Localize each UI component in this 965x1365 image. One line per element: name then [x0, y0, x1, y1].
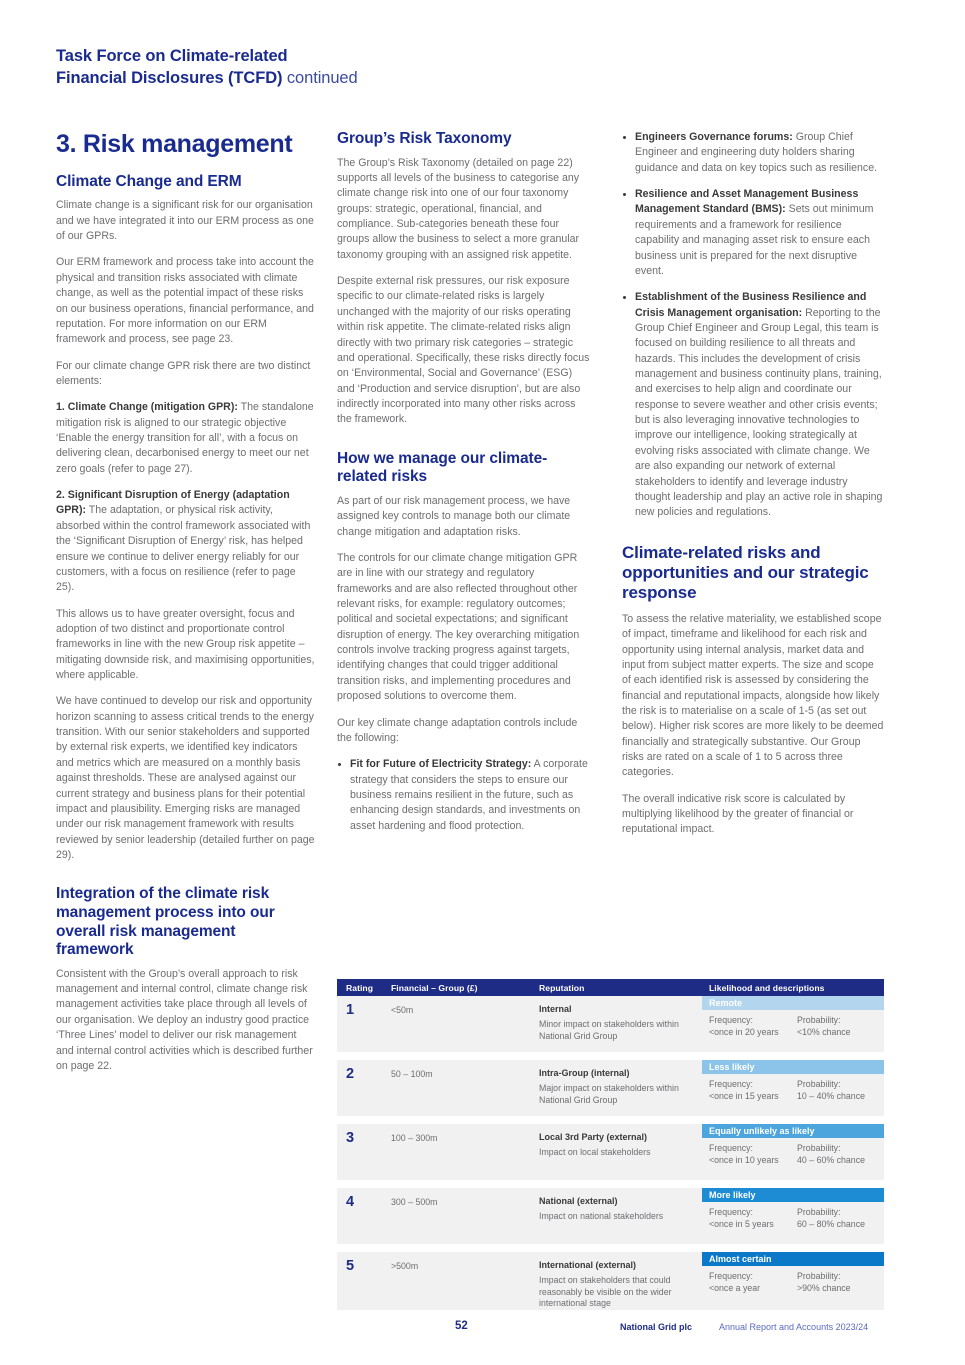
column-three	[622, 130, 884, 849]
likelihood-badge: Remote	[702, 996, 884, 1010]
adaptation-controls-list	[337, 757, 591, 834]
cell-rating: 5	[346, 1258, 355, 1274]
bullet-dot-icon	[623, 193, 626, 196]
column-one	[56, 130, 315, 1085]
paragraph-c2-5: Our key climate change adaptation controls include the following:	[337, 716, 578, 744]
list-item-text: Sets out minimum requirements and a framework for resilience capability and managing asset risk to ensure each business unit is prepared for the next disruptive event.	[635, 203, 874, 277]
probability-value: 10 – 40% chance	[797, 1090, 865, 1101]
probability-block	[797, 1015, 851, 1038]
frequency-value: <once a year	[709, 1282, 761, 1293]
text-adaptation-gpr: The adaptation, or physical risk activity, absorbed within the control framework associated with the ‘Significant Disruption of Energy’ risk, has helped ensure we continue to deliver energy reliably for our customers, with a focus on resilience (refer to page 25).	[56, 504, 311, 594]
list-item	[337, 757, 591, 834]
reputation-title: Internal	[539, 1004, 572, 1014]
cell-likelihood	[702, 1124, 884, 1180]
frequency-block	[709, 1207, 797, 1230]
likelihood-details	[702, 1010, 884, 1038]
column-header-reputation: Reputation	[539, 982, 585, 993]
frequency-label: Frequency:	[709, 1079, 754, 1089]
frequency-block	[709, 1015, 797, 1038]
frequency-label: Frequency:	[709, 1015, 754, 1025]
probability-label: Probability:	[797, 1015, 841, 1025]
frequency-label: Frequency:	[709, 1143, 754, 1153]
table-row	[337, 1188, 884, 1244]
footer-report-name: Annual Report and Accounts 2023/24	[719, 1322, 869, 1332]
reputation-description: Major impact on stakeholders within National Grid Group	[539, 1083, 679, 1105]
frequency-label: Frequency:	[709, 1271, 754, 1281]
paragraph-c1-7: We have continued to develop our risk and opportunity horizon scanning to assess critical trends to the energy transition. With our senior stakeholders and supported by external risk experts, we identified key indicators and metrics which are measured on a monthly basis against thresholds. These are analysed against our current strategy and business plans for their potential impact and plausibility. Emerging risks are managed under our risk management framework with results reviewed by senior leadership (detailed further on page 29).	[56, 695, 315, 861]
bullet-dot-icon	[623, 296, 626, 299]
list-item-title: Resilience and Asset Management Business Management Standard (BMS):	[635, 188, 859, 216]
cell-reputation	[539, 1252, 702, 1310]
heading-climate-change-and-erm: Climate Change and ERM	[56, 172, 242, 190]
likelihood-details	[702, 1074, 884, 1102]
column-header-rating: Rating	[346, 982, 374, 993]
heading-how-we-manage-climate-risks: How we manage our climate-related risks	[337, 449, 548, 486]
frequency-value: <once in 10 years	[709, 1154, 779, 1165]
likelihood-badge: Equally unlikely as likely	[702, 1124, 884, 1138]
list-item	[622, 130, 884, 176]
cell-reputation	[539, 1188, 702, 1244]
likelihood-badge: More likely	[702, 1188, 884, 1202]
paragraph-c1-6: This allows us to have greater oversight, focus and adoption of two distinct and proportionate control frameworks in line with the new Group risk appetite – mitigating downside risk, and maximising opportunities, where applicable.	[56, 607, 315, 682]
list-item-title: Engineers Governance forums:	[635, 131, 793, 143]
reputation-description: Impact on local stakeholders	[539, 1147, 651, 1157]
probability-block	[797, 1079, 865, 1102]
paragraph-c1-5	[56, 488, 315, 596]
bullet-dot-icon	[338, 763, 341, 766]
list-item	[622, 187, 884, 279]
probability-label: Probability:	[797, 1271, 841, 1281]
bullet-dot-icon	[623, 136, 626, 139]
table-row	[337, 1060, 884, 1116]
probability-value: 40 – 60% chance	[797, 1154, 865, 1165]
paragraph-c1-4	[56, 400, 315, 477]
cell-likelihood	[702, 1188, 884, 1244]
paragraph-c1-2: Our ERM framework and process take into account the physical and transition risks associated with climate change, as well as the potential impact of these risks on our business operations, financial performance, and reputation. For more information on our ERM framework and process, see page 23.	[56, 256, 314, 346]
cell-reputation	[539, 996, 702, 1052]
column-two	[337, 130, 591, 845]
probability-label: Probability:	[797, 1207, 841, 1217]
probability-block	[797, 1271, 851, 1294]
cell-reputation	[539, 1060, 702, 1116]
likelihood-details	[702, 1266, 884, 1294]
cell-financial: <50m	[391, 1005, 414, 1015]
list-item-text: Reporting to the Group Chief Engineer and Group Legal, this team is focused on building resilience to all threats and hazards. This includes the development of crisis management and business continuity plans, training, and exercises to help align and coordinate our response to severe weather and other crisis events; but is also leveraging innovative technologies to improve our intelligence, looking strategically at evolving risks associated with climate change. We are also expanding our network of external stakeholders to identify and leverage industry thought leadership and play an active role in shaping new policies and regulations.	[635, 306, 883, 519]
probability-value: 60 – 80% chance	[797, 1218, 865, 1229]
probability-block	[797, 1207, 865, 1230]
cell-likelihood	[702, 1060, 884, 1116]
cell-rating: 2	[346, 1066, 355, 1082]
cell-likelihood	[702, 1252, 884, 1310]
paragraph-c2-2: Despite external risk pressures, our risk exposure specific to our climate-related risks is largely unchanged with the majority of our risks operating within risk appetite. The climate-related risks align directly with two primary risk categories – strategic and operational. Specifically, these risks directly focus on ‘Environmental, Social and Governance’ (ESG) and ‘Production and service disruption’, but are also indirectly incorporated into many other risks across the framework.	[337, 275, 590, 426]
paragraph-c2-3: As part of our risk management process, we have assigned key controls to manage both our climate change mitigation and adaptation risks.	[337, 494, 571, 538]
reputation-description: Impact on stakeholders that could reasonably be visible on the wider international stage	[539, 1275, 672, 1309]
table-row	[337, 1252, 884, 1310]
heading-integration-of-climate-risk: Integration of the climate risk management process into our overall risk management framework	[56, 885, 275, 959]
column-header-likelihood: Likelihood and descriptions	[709, 982, 825, 993]
column-header-financial: Financial – Group (£)	[391, 982, 478, 993]
frequency-value: <once in 5 years	[709, 1218, 774, 1229]
probability-block	[797, 1143, 865, 1166]
heading-climate-related-risks-opportunities: Climate-related risks and opportunities and our strategic response	[622, 542, 869, 603]
paragraph-c2-4: The controls for our climate change mitigation GPR are in line with our strategy and regulatory frameworks and are also reflected throughout other relevant risks, for example: regulatory outcomes; political and societal expectations; and significant disruption of energy. The key overarching mitigation controls involve tracking progress against targets, identifying changes that could trigger additional transition risks, and implementing procedures and proposed solutions to overcome them.	[337, 551, 580, 703]
list-item	[622, 290, 884, 520]
governance-controls-list	[622, 130, 884, 521]
frequency-block	[709, 1143, 797, 1166]
frequency-label: Frequency:	[709, 1207, 754, 1217]
probability-value: <10% chance	[797, 1026, 851, 1037]
probability-value: >90% chance	[797, 1282, 851, 1293]
label-mitigation-gpr: 1. Climate Change (mitigation GPR):	[56, 401, 238, 414]
table-header-row	[337, 979, 884, 996]
reputation-title: International (external)	[539, 1260, 637, 1270]
list-item-title: Establishment of the Business Resilience and Crisis Management organisation:	[635, 291, 867, 319]
document-header	[56, 46, 656, 90]
paragraph-c3-2: The overall indicative risk score is calculated by multiplying likelihood by the greater of financial or reputational impact.	[622, 792, 854, 836]
probability-label: Probability:	[797, 1143, 841, 1153]
reputation-title: Local 3rd Party (external)	[539, 1132, 648, 1142]
heading-groups-risk-taxonomy: Group’s Risk Taxonomy	[337, 130, 512, 147]
label-adaptation-gpr: 2. Significant Disruption of Energy (adaptation GPR):	[56, 489, 290, 517]
likelihood-details	[702, 1138, 884, 1166]
reputation-title: National (external)	[539, 1196, 618, 1206]
paragraph-c2-1: The Group’s Risk Taxonomy (detailed on page 22) supports all levels of the business to categorise any climate change risk into one of our four taxonomy groups: strategic, operational, financial, and compliance. Sub-categories beneath these four groups allow the business to select a more granular taxonomy grouping with an assigned risk appetite.	[337, 156, 580, 261]
risk-rating-table	[337, 979, 884, 1310]
cell-reputation	[539, 1124, 702, 1180]
cell-likelihood	[702, 996, 884, 1052]
paragraph-c3-1: To assess the relative materiality, we established scope of impact, timeframe and likelihood for each risk and opportunity using internal analysis, market data and input from subject matter experts. The size and scope of each identified risk is assessed by considering the financial and reputational impacts, alongside how likely the risk is to materialise on a scale of 1-5 (as set out below). Higher risk scores are more likely to be deemed financially and strategically substantive. Our Group risks are rated on a scale of 1 to 5 across three categories.	[622, 612, 884, 779]
reputation-description: Minor impact on stakeholders within National Grid Group	[539, 1019, 679, 1041]
text-mitigation-gpr: The standalone mitigation risk is aligned to our strategic objective ‘Enable the energy transition for all’, with a focus on delivering clean, decarbonised energy to meet our net zero goals (refer to page 27).	[56, 401, 314, 475]
likelihood-badge: Less likely	[702, 1060, 884, 1074]
cell-rating: 3	[346, 1130, 355, 1146]
cell-financial: 300 – 500m	[391, 1197, 438, 1207]
paragraph-c1-8: Consistent with the Group’s overall approach to risk management and internal control, climate change risk management activities take place through all levels of our organisation. We deploy an industry good practice ‘Three Lines’ model to deliver our risk management and internal control activities which is described further on page 22.	[56, 967, 313, 1072]
list-item-text: Group Chief Engineer and engineering duty holders sharing guidance and data on key topics such as resilience.	[635, 131, 878, 174]
cell-financial: 100 – 300m	[391, 1133, 438, 1143]
header-line-2	[56, 68, 656, 90]
cell-rating: 4	[346, 1194, 355, 1210]
cell-financial: 50 – 100m	[391, 1069, 433, 1079]
frequency-value: <once in 15 years	[709, 1090, 779, 1101]
footer-brand: National Grid plc	[620, 1322, 693, 1332]
paragraph-c1-3: For our climate change GPR risk there are two distinct elements:	[56, 359, 311, 387]
list-item-text: A corporate strategy that considers the steps to ensure our business remains resilient in the future, such as enhancing design standards, and investments on asset hardening and flood protection.	[350, 758, 588, 832]
paragraph-c1-1: Climate change is a significant risk for our organisation and we have integrated it into our ERM process as one of our GPRs.	[56, 199, 314, 243]
table-row	[337, 1124, 884, 1180]
frequency-block	[709, 1271, 797, 1294]
probability-label: Probability:	[797, 1079, 841, 1089]
likelihood-details	[702, 1202, 884, 1230]
page-title: 3. Risk management	[56, 130, 293, 158]
frequency-value: <once in 20 years	[709, 1026, 779, 1037]
header-title-bold: Financial Disclosures (TCFD)	[56, 68, 283, 87]
header-line-1: Task Force on Climate-related	[56, 47, 288, 65]
table-row	[337, 996, 884, 1052]
reputation-description: Impact on national stakeholders	[539, 1211, 664, 1221]
list-item-title: Fit for Future of Electricity Strategy:	[350, 758, 532, 771]
frequency-block	[709, 1079, 797, 1102]
page-number: 52	[455, 1320, 468, 1332]
cell-financial: >500m	[391, 1261, 419, 1271]
header-continued-label: continued	[282, 68, 358, 87]
cell-rating: 1	[346, 1002, 355, 1018]
reputation-title: Intra-Group (internal)	[539, 1068, 630, 1078]
likelihood-badge: Almost certain	[702, 1252, 884, 1266]
